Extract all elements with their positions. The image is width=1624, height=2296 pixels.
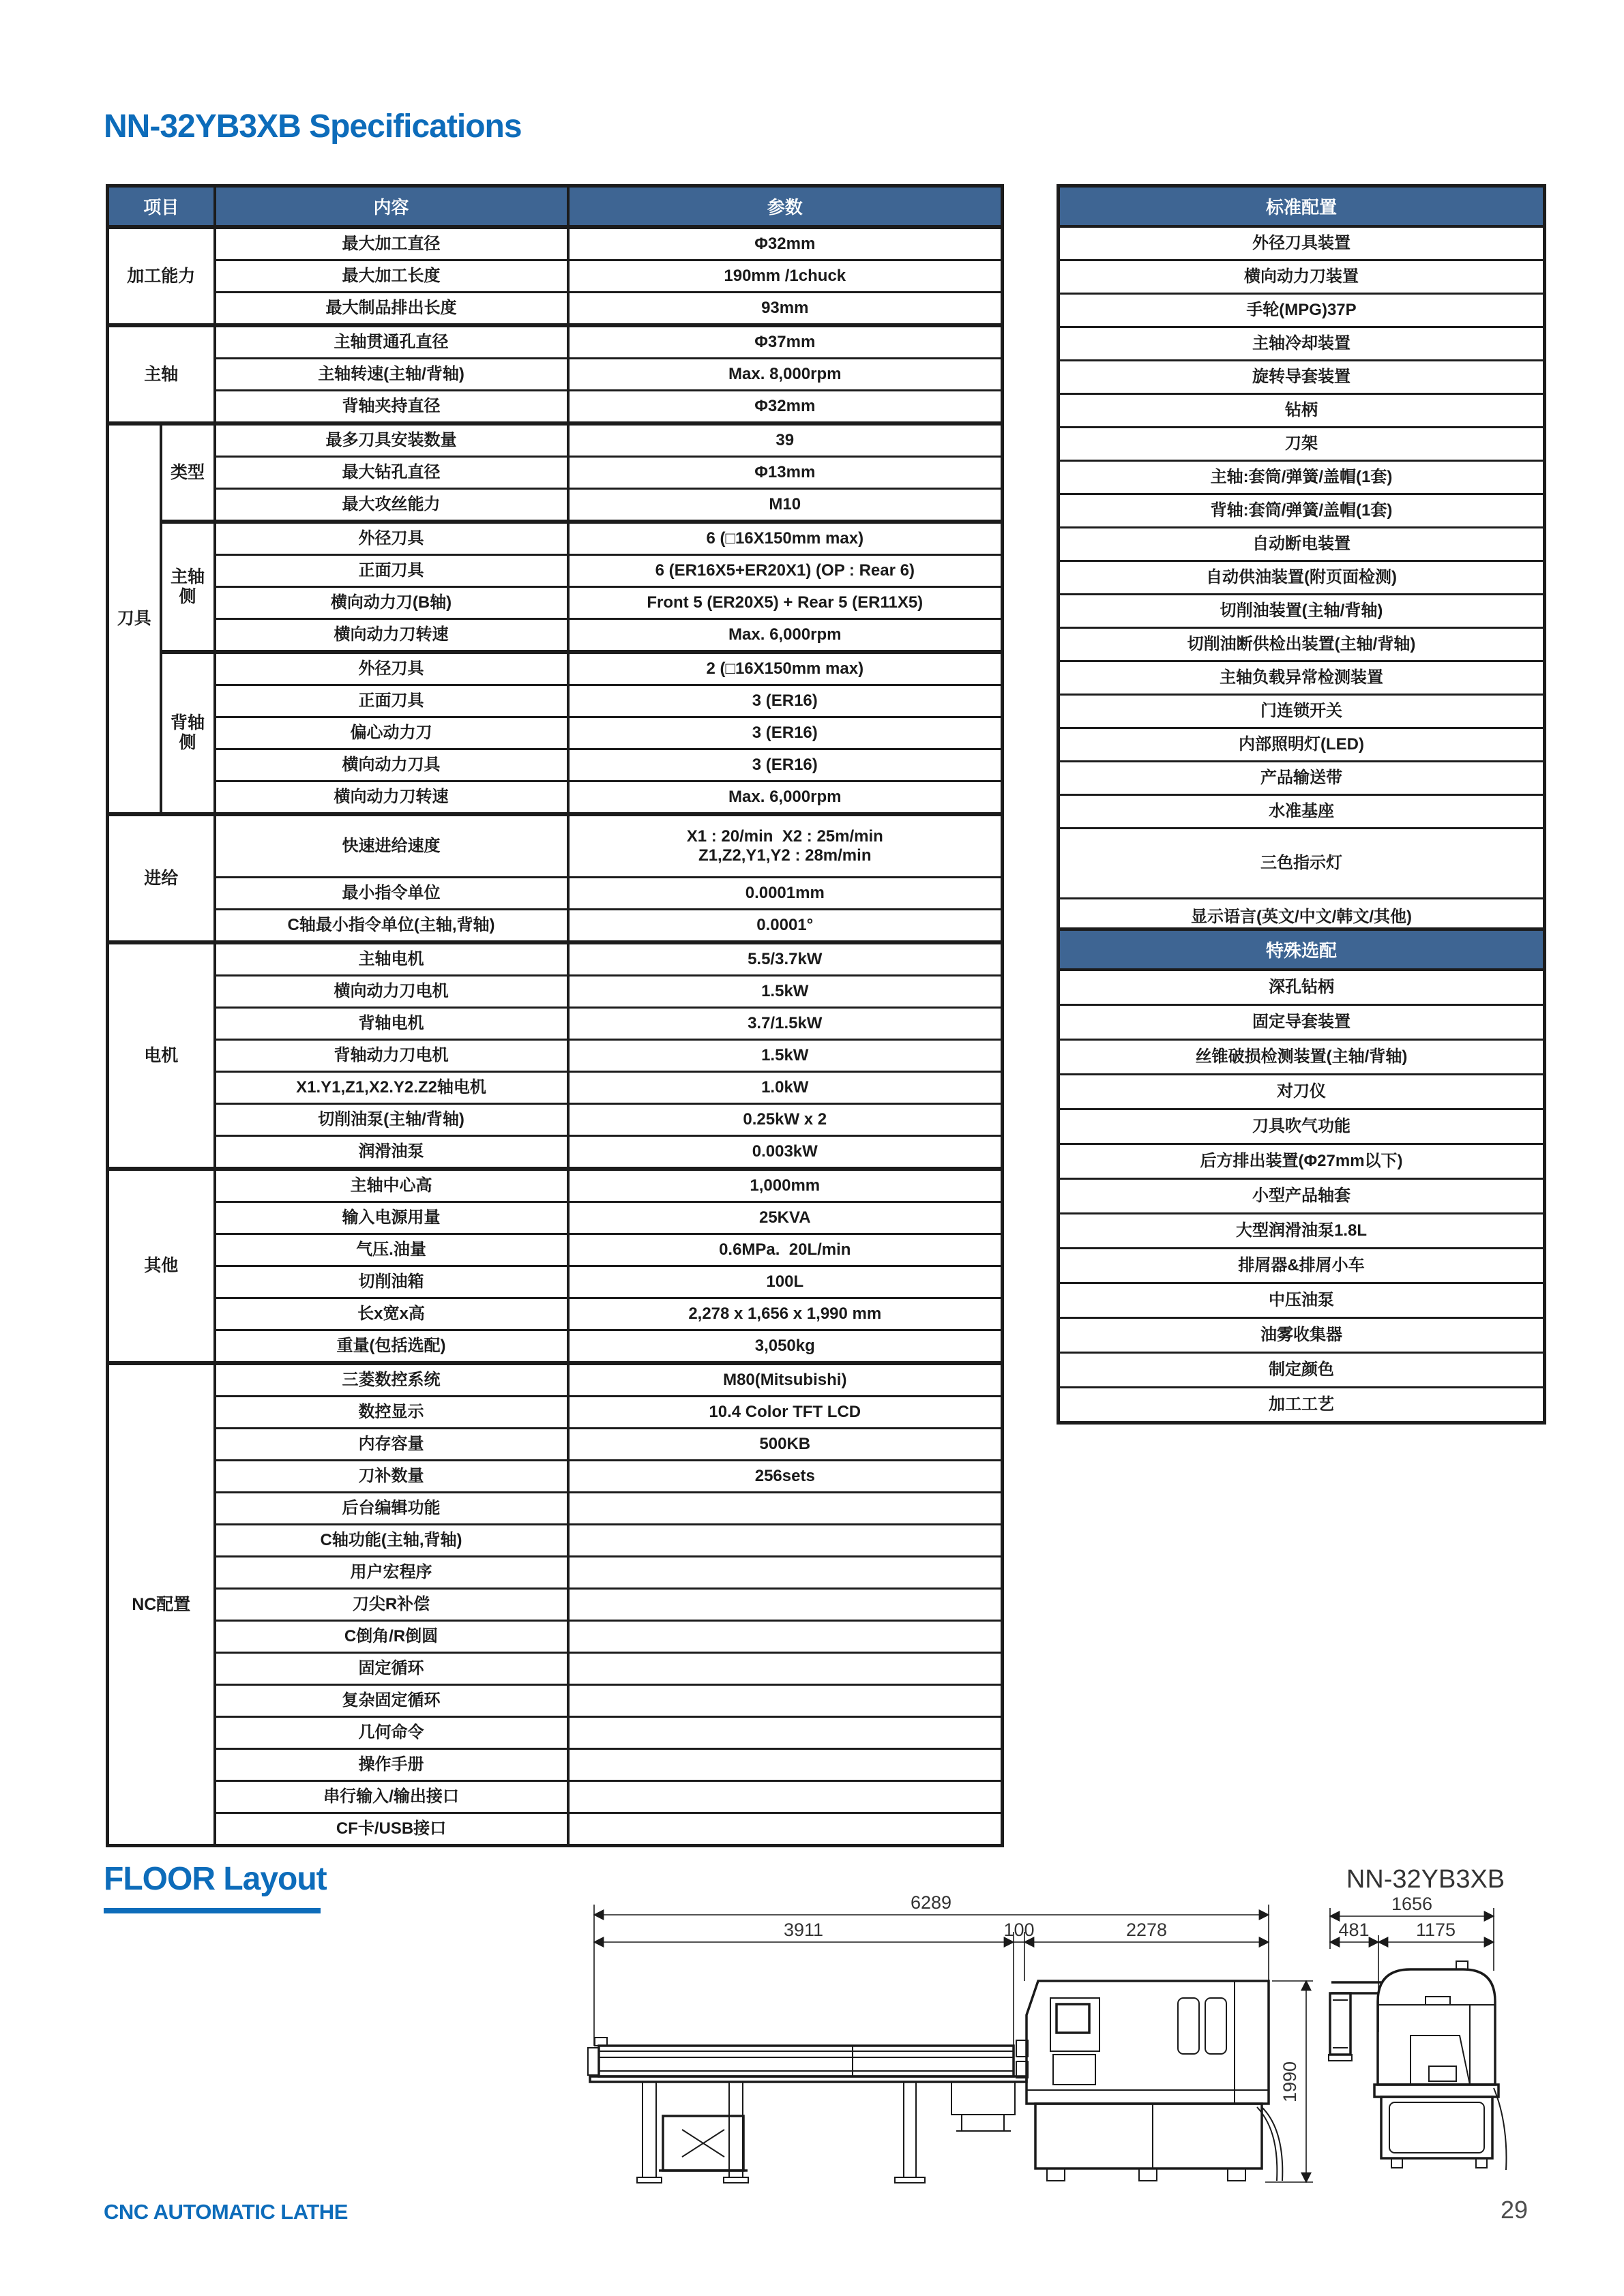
spec-row [108, 749, 1003, 781]
spec-item-value: 3,050kg [568, 1330, 1003, 1364]
footer-brand-text: CNC AUTOMATIC LATHE [104, 2200, 348, 2224]
spec-item-value: Max. 6,000rpm [568, 619, 1003, 653]
standard-config-item [1059, 795, 1545, 829]
spec-item-name: 横向动力刀转速 [215, 619, 568, 653]
spec-row [108, 260, 1003, 293]
special-option-item-label: 制定颜色 [1059, 1353, 1545, 1388]
spec-row [108, 1008, 1003, 1040]
spec-item-value: 0.25kW x 2 [568, 1104, 1003, 1136]
standard-config-item [1059, 829, 1545, 899]
standard-config-item-label: 钻柄 [1059, 394, 1545, 428]
spec-item-value [568, 1813, 1003, 1846]
spec-item-value [568, 814, 1003, 878]
spec-item-value: 100L [568, 1266, 1003, 1298]
standard-config-item-label: 内部照明灯(LED) [1059, 728, 1545, 762]
spec-group-label: 进给 [108, 814, 215, 942]
spec-header-content: 内容 [215, 186, 568, 228]
spec-row [108, 1298, 1003, 1330]
spec-item-name: 横向动力刀(B轴) [215, 587, 568, 619]
standard-config-item [1059, 762, 1545, 795]
special-options-header-row [1059, 929, 1545, 970]
standard-config-item-label: 水准基座 [1059, 795, 1545, 829]
dim-side-feeder: 3911 [783, 1920, 824, 1940]
spec-item-name: 复杂固定循环 [215, 1685, 568, 1717]
floor-layout-front-view-drawing [1323, 1862, 1623, 2257]
spec-group-label: 刀具 [108, 423, 161, 814]
spec-row [108, 1169, 1003, 1202]
spec-item-name: 最大加工直径 [215, 227, 568, 260]
spec-item-value [568, 1717, 1003, 1749]
page-title: NN-32YB3XB Specifications [104, 108, 522, 145]
spec-item-value: Φ37mm [568, 325, 1003, 359]
spec-item-name: 操作手册 [215, 1749, 568, 1781]
spec-item-name: CF卡/USB接口 [215, 1813, 568, 1846]
standard-config-item [1059, 260, 1545, 294]
spec-item-name: 固定循环 [215, 1653, 568, 1685]
standard-config-item-label: 主轴冷却装置 [1059, 327, 1545, 361]
spec-item-name: C倒角/R倒圆 [215, 1621, 568, 1653]
dim-side-gap: 100 [1003, 1920, 1035, 1940]
standard-config-item [1059, 494, 1545, 528]
spec-item-name: 偏心动力刀 [215, 717, 568, 749]
standard-config-item [1059, 528, 1545, 561]
spec-row [108, 457, 1003, 489]
spec-item-name: 最大制品排出长度 [215, 293, 568, 326]
spec-item-value-line: Z1,Z2,Y1,Y2 : 28m/min [698, 846, 872, 865]
spec-row [108, 1266, 1003, 1298]
standard-config-item [1059, 394, 1545, 428]
spec-item-name: C轴最小指令单位(主轴,背轴) [215, 910, 568, 943]
standard-config-item [1059, 661, 1545, 695]
standard-config-item-label: 外径刀具装置 [1059, 226, 1545, 260]
spec-item-name: 切削油泵(主轴/背轴) [215, 1104, 568, 1136]
spec-item-value [568, 1493, 1003, 1525]
spec-item-value: 3 (ER16) [568, 685, 1003, 717]
spec-row [108, 1717, 1003, 1749]
standard-config-item-label: 切削油装置(主轴/背轴) [1059, 595, 1545, 628]
spec-item-value [568, 1621, 1003, 1653]
floor-layout-underline [104, 1908, 321, 1913]
spec-item-value: 3 (ER16) [568, 717, 1003, 749]
standard-config-header-row [1059, 186, 1545, 227]
spec-item-name: 后台编辑功能 [215, 1493, 568, 1525]
spec-row [108, 1653, 1003, 1685]
spec-item-value: M10 [568, 489, 1003, 522]
standard-config-item-label: 门连锁开关 [1059, 695, 1545, 728]
spec-subgroup-label: 背轴侧 [161, 652, 215, 814]
special-options-body [1059, 970, 1545, 1423]
spec-item-name: 主轴贯通孔直径 [215, 325, 568, 359]
spec-item-name: 串行输入/输出接口 [215, 1781, 568, 1813]
special-option-item [1059, 1109, 1545, 1144]
spec-row [108, 1813, 1003, 1846]
spec-header-param: 参数 [568, 186, 1003, 228]
standard-config-item [1059, 294, 1545, 327]
spec-group-label: 电机 [108, 942, 215, 1169]
standard-config-title: 标准配置 [1059, 186, 1545, 227]
spec-group-label: 其他 [108, 1169, 215, 1363]
spec-item-name: 主轴电机 [215, 942, 568, 976]
standard-config-table [1057, 184, 1546, 938]
spec-row [108, 1589, 1003, 1621]
spec-item-name: 几何命令 [215, 1717, 568, 1749]
spec-row [108, 1461, 1003, 1493]
standard-config-item [1059, 628, 1545, 661]
spec-row [108, 1557, 1003, 1589]
special-option-item [1059, 1283, 1545, 1318]
spec-item-value: 3 (ER16) [568, 749, 1003, 781]
standard-config-item [1059, 728, 1545, 762]
spec-item-name: 快速进给速度 [215, 814, 568, 878]
standard-config-item-label: 三色指示灯 [1059, 829, 1545, 899]
spec-item-name: 最大攻丝能力 [215, 489, 568, 522]
spec-item-value [568, 1781, 1003, 1813]
floor-layout-title: FLOOR Layout [104, 1861, 327, 1897]
front-view-model-label: NN-32YB3XB [1346, 1865, 1505, 1894]
spec-item-value: 190mm /1chuck [568, 260, 1003, 293]
standard-config-item-label: 旋转导套装置 [1059, 361, 1545, 394]
spec-item-name: 最多刀具安装数量 [215, 423, 568, 457]
special-option-item-label: 后方排出装置(Φ27mm以下) [1059, 1144, 1545, 1179]
dim-side-total: 6289 [910, 1892, 952, 1913]
standard-config-item-label: 刀架 [1059, 428, 1545, 461]
spec-item-value: 2 (□16X150mm max) [568, 652, 1003, 685]
spec-item-name: 润滑油泵 [215, 1136, 568, 1169]
spec-item-name: 最小指令单位 [215, 878, 568, 910]
spec-item-name: 输入电源用量 [215, 1202, 568, 1234]
spec-row [108, 878, 1003, 910]
standard-config-item [1059, 561, 1545, 595]
spec-row [108, 781, 1003, 815]
special-option-item [1059, 1005, 1545, 1040]
spec-item-value: 0.0001° [568, 910, 1003, 943]
standard-config-item-label: 产品输送带 [1059, 762, 1545, 795]
spec-item-name: 正面刀具 [215, 685, 568, 717]
special-option-item [1059, 1040, 1545, 1075]
special-option-item-label: 中压油泵 [1059, 1283, 1545, 1318]
spec-item-value [568, 1749, 1003, 1781]
spec-item-name: 横向动力刀转速 [215, 781, 568, 815]
special-option-item [1059, 1075, 1545, 1109]
special-option-item-label: 排屑器&排屑小车 [1059, 1249, 1545, 1283]
spec-row [108, 619, 1003, 653]
spec-item-value: 6 (□16X150mm max) [568, 522, 1003, 555]
special-option-item [1059, 1179, 1545, 1214]
special-option-item [1059, 970, 1545, 1005]
spec-row [108, 325, 1003, 359]
spec-row [108, 522, 1003, 555]
spec-row [108, 1136, 1003, 1169]
special-option-item-label: 油雾收集器 [1059, 1318, 1545, 1353]
spec-row [108, 1685, 1003, 1717]
spec-row [108, 1397, 1003, 1429]
special-option-item-label: 刀具吹气功能 [1059, 1109, 1545, 1144]
spec-item-name: 主轴中心高 [215, 1169, 568, 1202]
spec-item-value: 1,000mm [568, 1169, 1003, 1202]
dim-front-total: 1656 [1391, 1894, 1433, 1914]
spec-item-value: Φ32mm [568, 391, 1003, 424]
standard-config-item [1059, 695, 1545, 728]
special-option-item [1059, 1388, 1545, 1423]
spec-row [108, 1749, 1003, 1781]
spec-item-name: 横向动力刀电机 [215, 976, 568, 1008]
spec-item-value: Φ32mm [568, 227, 1003, 260]
spec-item-value: Front 5 (ER20X5) + Rear 5 (ER11X5) [568, 587, 1003, 619]
spec-item-name: 背轴动力刀电机 [215, 1040, 568, 1072]
special-option-item-label: 小型产品轴套 [1059, 1179, 1545, 1214]
spec-row [108, 1781, 1003, 1813]
dim-side-height: 1990 [1280, 2061, 1300, 2103]
special-option-item-label: 丝锥破损检测装置(主轴/背轴) [1059, 1040, 1545, 1075]
spec-item-value: 1.5kW [568, 976, 1003, 1008]
spec-row [108, 587, 1003, 619]
spec-item-value: 3.7/1.5kW [568, 1008, 1003, 1040]
standard-config-item [1059, 461, 1545, 494]
spec-item-name: 数控显示 [215, 1397, 568, 1429]
spec-item-value-line: X1 : 20/min X2 : 25m/min [686, 827, 883, 846]
spec-item-value: 39 [568, 423, 1003, 457]
spec-item-value [568, 1685, 1003, 1717]
special-option-item-label: 大型润滑油泵1.8L [1059, 1214, 1545, 1249]
spec-item-value: 0.003kW [568, 1136, 1003, 1169]
spec-item-value: 2,278 x 1,656 x 1,990 mm [568, 1298, 1003, 1330]
dim-front-right: 1175 [1415, 1920, 1456, 1940]
machine-front-drawing [1329, 1961, 1506, 2170]
spec-item-name: 刀尖R补偿 [215, 1589, 568, 1621]
special-option-item-label: 对刀仪 [1059, 1075, 1545, 1109]
spec-item-name: 横向动力刀具 [215, 749, 568, 781]
spec-item-value: 1.5kW [568, 1040, 1003, 1072]
machine-side-drawing [1016, 1981, 1282, 2181]
standard-config-item [1059, 595, 1545, 628]
spec-row [108, 717, 1003, 749]
standard-config-item [1059, 428, 1545, 461]
spec-item-value: Φ13mm [568, 457, 1003, 489]
special-option-item-label: 固定导套装置 [1059, 1005, 1545, 1040]
spec-row [108, 1621, 1003, 1653]
spec-row [108, 1525, 1003, 1557]
spec-item-value [568, 1557, 1003, 1589]
bar-feeder-drawing [588, 2038, 1027, 2183]
spec-table-body [108, 227, 1003, 1846]
special-option-item [1059, 1144, 1545, 1179]
spec-item-name: X1.Y1,Z1,X2.Y2.Z2轴电机 [215, 1072, 568, 1104]
spec-row [108, 685, 1003, 717]
standard-config-item-label: 显示语言(英文/中文/韩文/其他) [1059, 899, 1545, 937]
dim-side-machine: 2278 [1125, 1920, 1168, 1940]
standard-config-item-label: 切削油断供检出装置(主轴/背轴) [1059, 628, 1545, 661]
special-options-title: 特殊选配 [1059, 929, 1545, 970]
spec-item-value: 25KVA [568, 1202, 1003, 1234]
spec-item-name: 长x宽x高 [215, 1298, 568, 1330]
spec-row [108, 555, 1003, 587]
spec-row [108, 910, 1003, 943]
spec-header-item: 项目 [108, 186, 215, 228]
spec-row [108, 1429, 1003, 1461]
spec-item-value: 0.0001mm [568, 878, 1003, 910]
standard-config-item-label: 主轴:套筒/弹簧/盖帽(1套) [1059, 461, 1545, 494]
spec-item-value: M80(Mitsubishi) [568, 1363, 1003, 1397]
standard-config-item-label: 主轴负载异常检测装置 [1059, 661, 1545, 695]
spec-item-value [568, 1653, 1003, 1685]
spec-group-label: NC配置 [108, 1363, 215, 1846]
spec-row [108, 359, 1003, 391]
spec-row [108, 1104, 1003, 1136]
floor-layout-side-view-drawing [580, 1879, 1344, 2226]
spec-group-label: 加工能力 [108, 227, 215, 325]
standard-config-item [1059, 327, 1545, 361]
spec-item-name: 最大加工长度 [215, 260, 568, 293]
page-number: 29 [1501, 2196, 1529, 2224]
spec-item-value: 1.0kW [568, 1072, 1003, 1104]
spec-row [108, 1234, 1003, 1266]
spec-group-label: 主轴 [108, 325, 215, 423]
dim-front-left: 481 [1338, 1920, 1370, 1940]
spec-subgroup-label: 类型 [161, 423, 215, 522]
special-option-item [1059, 1318, 1545, 1353]
spec-subgroup-label: 主轴侧 [161, 522, 215, 652]
spec-item-name: 切削油箱 [215, 1266, 568, 1298]
spec-header-row [108, 186, 1003, 228]
spec-row [108, 1202, 1003, 1234]
spec-table [106, 184, 1004, 1847]
standard-config-item-label: 横向动力刀装置 [1059, 260, 1545, 294]
standard-config-item [1059, 361, 1545, 394]
spec-item-value: Max. 6,000rpm [568, 781, 1003, 815]
spec-row [108, 976, 1003, 1008]
spec-row [108, 1493, 1003, 1525]
spec-item-name: 正面刀具 [215, 555, 568, 587]
spec-item-name: 外径刀具 [215, 522, 568, 555]
standard-config-item-label: 自动断电装置 [1059, 528, 1545, 561]
standard-config-item-label: 手轮(MPG)37P [1059, 294, 1545, 327]
spec-item-name: C轴功能(主轴,背轴) [215, 1525, 568, 1557]
spec-row [108, 1040, 1003, 1072]
standard-config-item-label: 自动供油装置(附页面检测) [1059, 561, 1545, 595]
spec-item-name: 气压.油量 [215, 1234, 568, 1266]
spec-item-value: 6 (ER16X5+ER20X1) (OP : Rear 6) [568, 555, 1003, 587]
spec-item-name: 内存容量 [215, 1429, 568, 1461]
spec-row [108, 391, 1003, 424]
standard-config-body [1059, 226, 1545, 937]
spec-row [108, 489, 1003, 522]
special-option-item [1059, 1214, 1545, 1249]
spec-item-value: Max. 8,000rpm [568, 359, 1003, 391]
special-option-item-label: 深孔钻柄 [1059, 970, 1545, 1005]
spec-row [108, 1072, 1003, 1104]
spec-row [108, 1330, 1003, 1364]
spec-item-name: 背轴夹持直径 [215, 391, 568, 424]
spec-item-value: 500KB [568, 1429, 1003, 1461]
spec-item-name: 背轴电机 [215, 1008, 568, 1040]
spec-item-value [568, 1589, 1003, 1621]
special-option-item [1059, 1249, 1545, 1283]
spec-item-value: 0.6MPa. 20L/min [568, 1234, 1003, 1266]
standard-config-item-label: 背轴:套筒/弹簧/盖帽(1套) [1059, 494, 1545, 528]
spec-row [108, 293, 1003, 326]
spec-item-name: 主轴转速(主轴/背轴) [215, 359, 568, 391]
spec-item-value: 256sets [568, 1461, 1003, 1493]
spec-item-name: 三菱数控系统 [215, 1363, 568, 1397]
spec-item-name: 用户宏程序 [215, 1557, 568, 1589]
spec-row [108, 423, 1003, 457]
spec-item-name: 重量(包括选配) [215, 1330, 568, 1364]
special-option-item-label: 加工工艺 [1059, 1388, 1545, 1423]
special-option-item [1059, 1353, 1545, 1388]
spec-row [108, 1363, 1003, 1397]
spec-item-value: 5.5/3.7kW [568, 942, 1003, 976]
spec-item-value [568, 1525, 1003, 1557]
spec-row [108, 942, 1003, 976]
spec-item-value: 10.4 Color TFT LCD [568, 1397, 1003, 1429]
spec-item-name: 最大钻孔直径 [215, 457, 568, 489]
spec-row [108, 227, 1003, 260]
standard-config-item [1059, 226, 1545, 260]
spec-row [108, 814, 1003, 878]
spec-item-value: 93mm [568, 293, 1003, 326]
spec-item-name: 外径刀具 [215, 652, 568, 685]
spec-item-name: 刀补数量 [215, 1461, 568, 1493]
special-options-table [1057, 927, 1546, 1425]
spec-row [108, 652, 1003, 685]
